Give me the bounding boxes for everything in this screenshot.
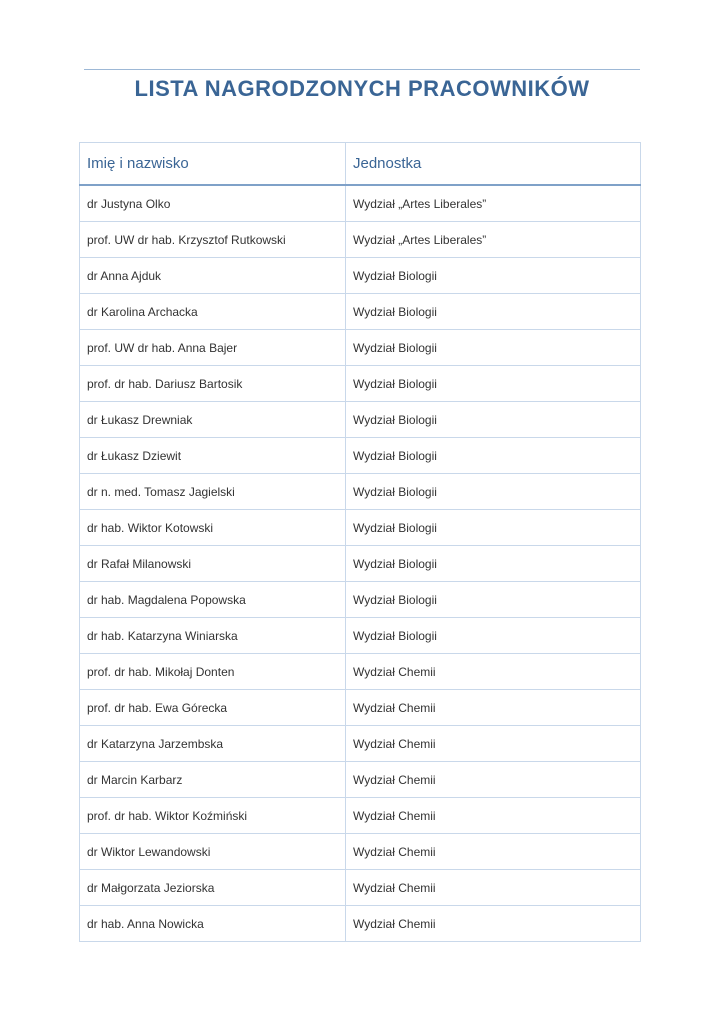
table-row <box>80 474 641 510</box>
cell-unit: Wydział Chemii <box>346 906 641 942</box>
cell-unit: Wydział Chemii <box>346 690 641 726</box>
cell-employee-name: dr Katarzyna Jarzembska <box>80 726 346 762</box>
cell-unit: Wydział Biologii <box>346 438 641 474</box>
cell-employee-name: prof. UW dr hab. Anna Bajer <box>80 330 346 366</box>
awarded-employees-table <box>79 142 641 942</box>
table-row <box>80 546 641 582</box>
table-row <box>80 185 641 222</box>
cell-employee-name: dr Justyna Olko <box>80 185 346 222</box>
page-title: LISTA NAGRODZONYCH PRACOWNIKÓW <box>134 76 590 101</box>
cell-unit: Wydział Chemii <box>346 654 641 690</box>
title-divider <box>84 69 640 70</box>
table-row <box>80 366 641 402</box>
table-row <box>80 654 641 690</box>
cell-employee-name: dr hab. Anna Nowicka <box>80 906 346 942</box>
table-row <box>80 618 641 654</box>
table-row <box>80 870 641 906</box>
table-row <box>80 762 641 798</box>
table-row <box>80 258 641 294</box>
cell-employee-name: dr hab. Magdalena Popowska <box>80 582 346 618</box>
cell-employee-name: dr Łukasz Drewniak <box>80 402 346 438</box>
table-row <box>80 582 641 618</box>
cell-unit: Wydział Biologii <box>346 546 641 582</box>
cell-unit: Wydział Biologii <box>346 510 641 546</box>
cell-employee-name: dr Karolina Archacka <box>80 294 346 330</box>
cell-unit: Wydział Chemii <box>346 834 641 870</box>
table-row <box>80 690 641 726</box>
table-row <box>80 222 641 258</box>
table-body <box>80 185 641 942</box>
column-header-unit: Jednostka <box>346 143 641 186</box>
cell-unit: Wydział Biologii <box>346 294 641 330</box>
column-header-name: Imię i nazwisko <box>80 143 346 186</box>
cell-unit: Wydział Biologii <box>346 330 641 366</box>
cell-unit: Wydział Biologii <box>346 402 641 438</box>
table-row <box>80 834 641 870</box>
table-row <box>80 330 641 366</box>
cell-employee-name: dr n. med. Tomasz Jagielski <box>80 474 346 510</box>
cell-employee-name: dr Wiktor Lewandowski <box>80 834 346 870</box>
cell-employee-name: prof. UW dr hab. Krzysztof Rutkowski <box>80 222 346 258</box>
table-row <box>80 726 641 762</box>
cell-unit: Wydział Chemii <box>346 762 641 798</box>
cell-employee-name: dr Małgorzata Jeziorska <box>80 870 346 906</box>
cell-unit: Wydział Biologii <box>346 258 641 294</box>
cell-employee-name: prof. dr hab. Dariusz Bartosik <box>80 366 346 402</box>
cell-employee-name: prof. dr hab. Wiktor Koźmiński <box>80 798 346 834</box>
cell-employee-name: dr hab. Wiktor Kotowski <box>80 510 346 546</box>
table-row <box>80 906 641 942</box>
cell-unit: Wydział Biologii <box>346 618 641 654</box>
cell-unit: Wydział Chemii <box>346 726 641 762</box>
table-row <box>80 798 641 834</box>
cell-unit: Wydział Chemii <box>346 870 641 906</box>
cell-unit: Wydział „Artes Liberales” <box>346 222 641 258</box>
cell-unit: Wydział Biologii <box>346 582 641 618</box>
cell-employee-name: dr Marcin Karbarz <box>80 762 346 798</box>
cell-employee-name: dr hab. Katarzyna Winiarska <box>80 618 346 654</box>
cell-employee-name: prof. dr hab. Ewa Górecka <box>80 690 346 726</box>
cell-employee-name: dr Anna Ajduk <box>80 258 346 294</box>
table-row <box>80 510 641 546</box>
cell-unit: Wydział „Artes Liberales” <box>346 185 641 222</box>
cell-unit: Wydział Biologii <box>346 474 641 510</box>
table-row <box>80 294 641 330</box>
cell-unit: Wydział Chemii <box>346 798 641 834</box>
table-row <box>80 402 641 438</box>
table-header-row <box>80 143 641 186</box>
table-row <box>80 438 641 474</box>
cell-unit: Wydział Biologii <box>346 366 641 402</box>
cell-employee-name: prof. dr hab. Mikołaj Donten <box>80 654 346 690</box>
cell-employee-name: dr Łukasz Dziewit <box>80 438 346 474</box>
cell-employee-name: dr Rafał Milanowski <box>80 546 346 582</box>
